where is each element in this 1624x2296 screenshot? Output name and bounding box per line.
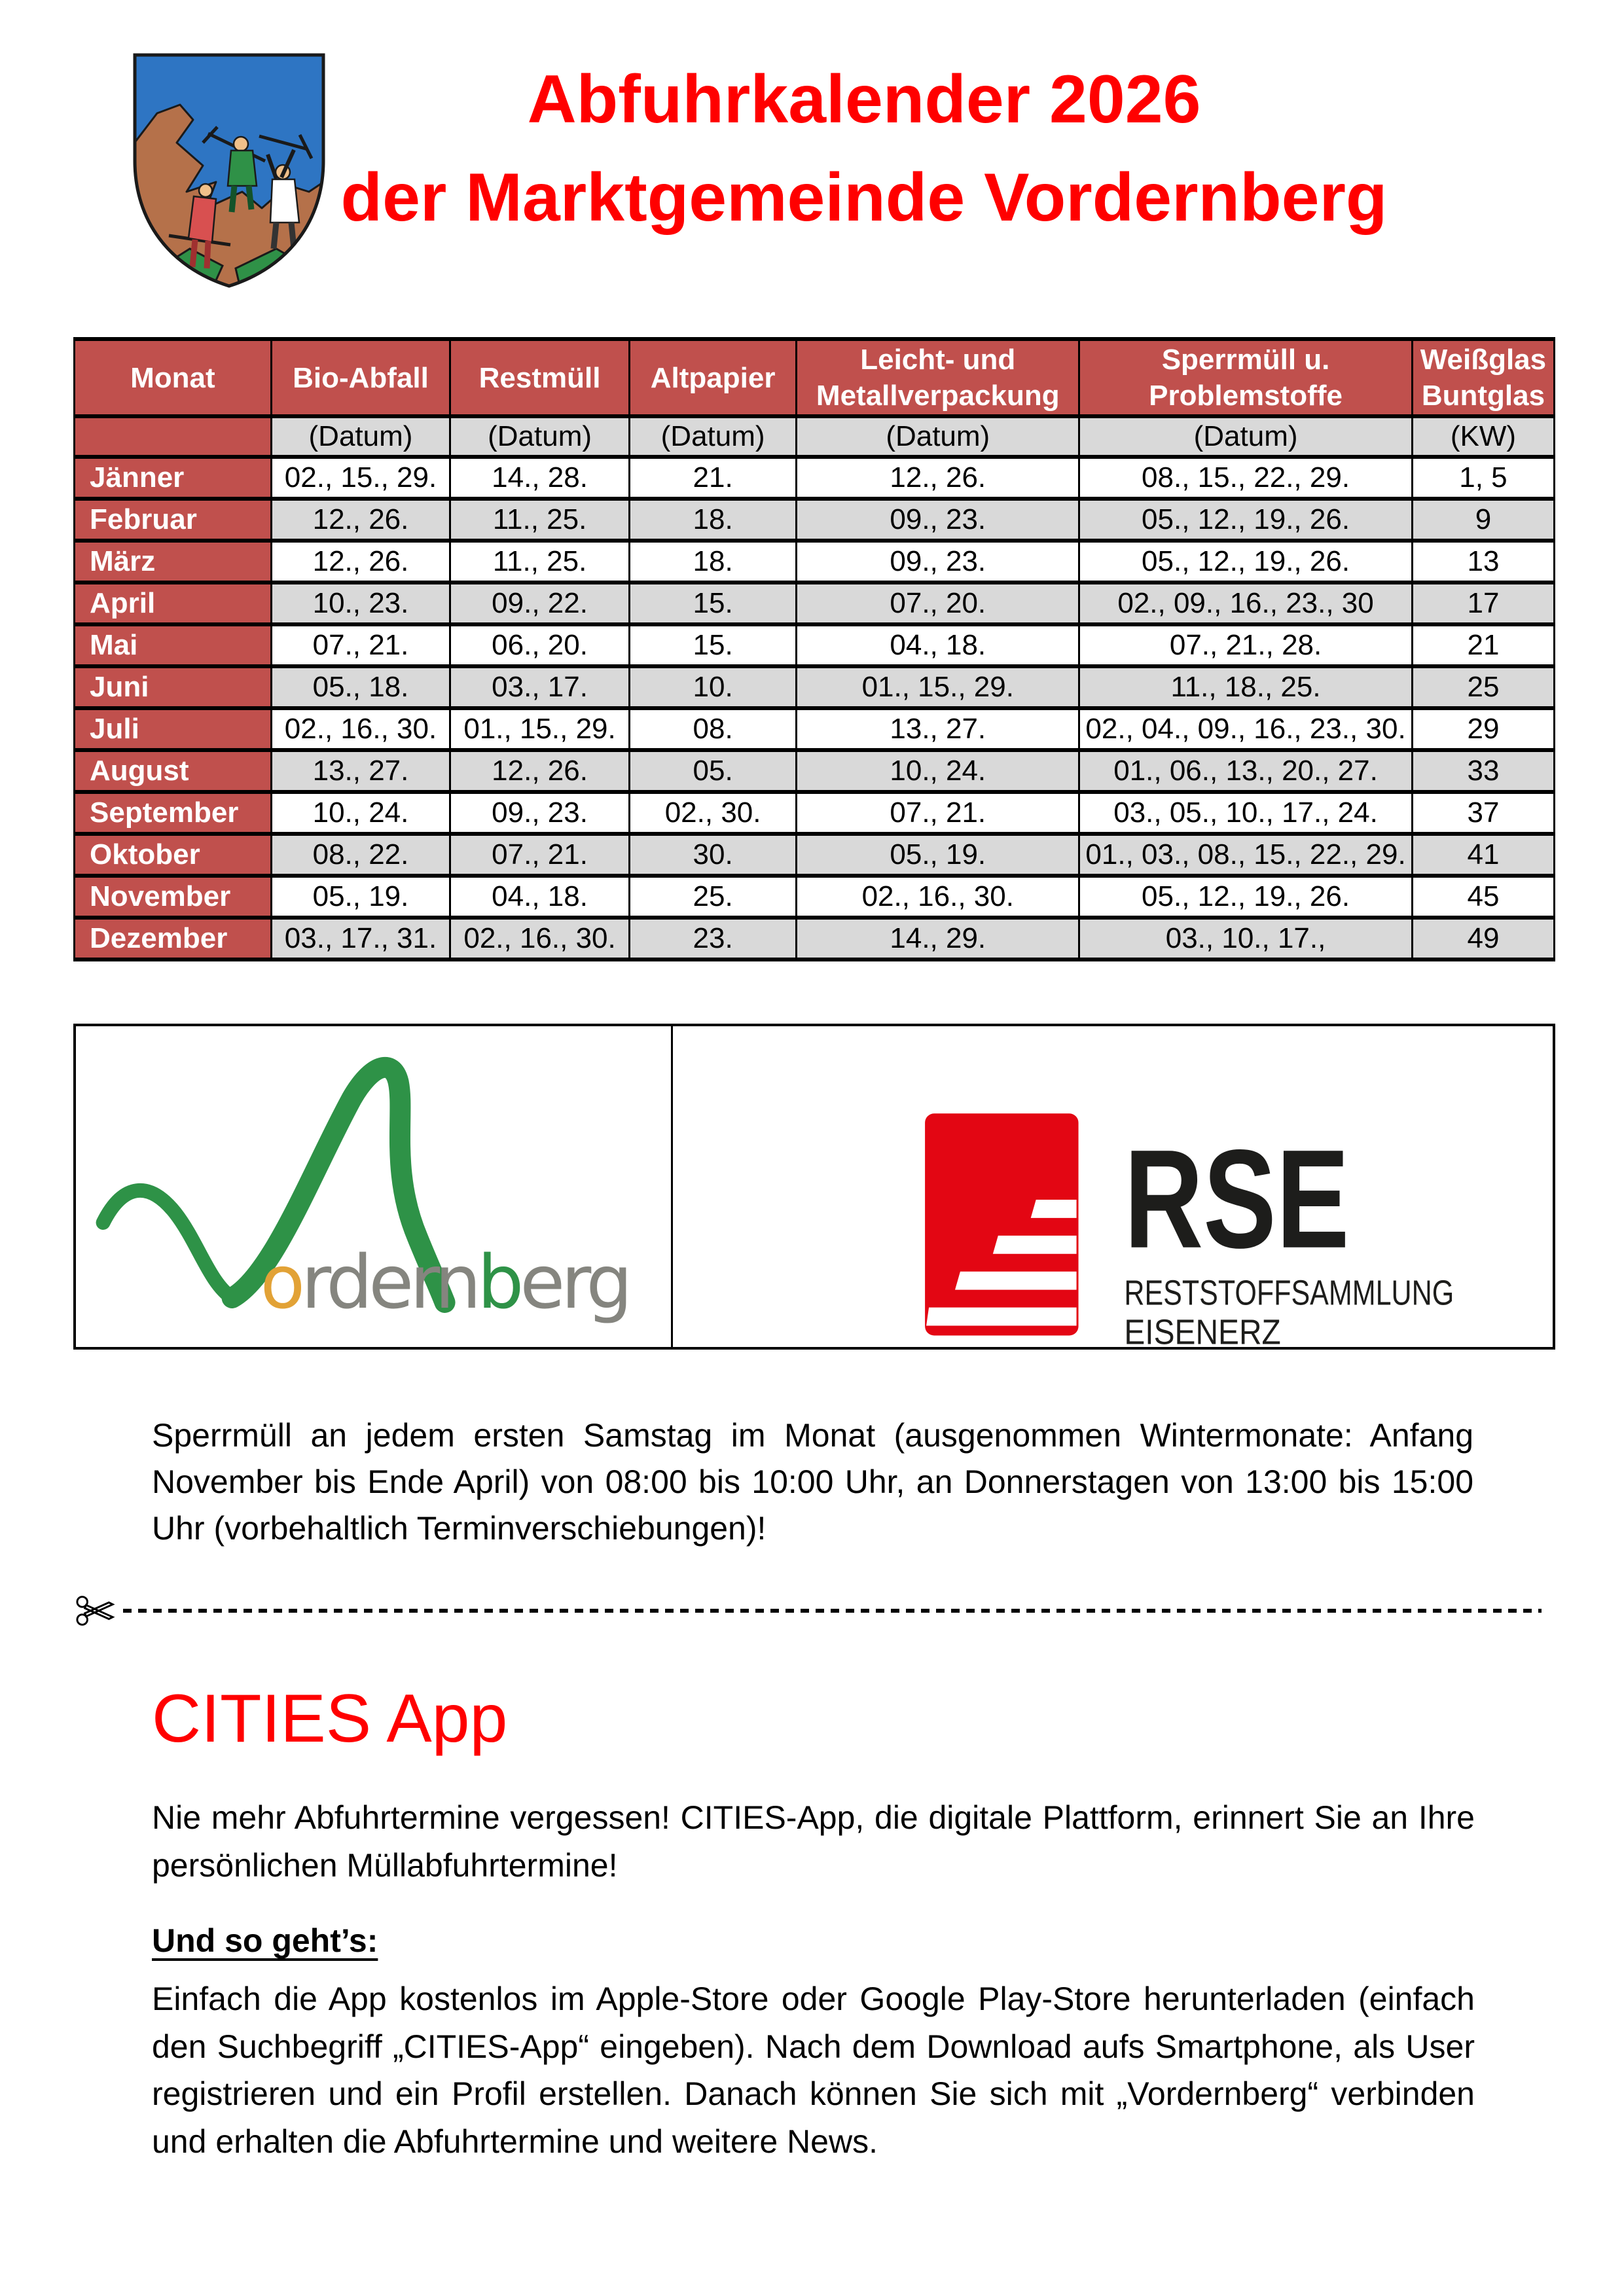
month-cell: Oktober xyxy=(75,834,272,876)
date-cell: 25. xyxy=(629,876,796,918)
table-row xyxy=(75,792,1555,834)
date-cell: 03., 17., 31. xyxy=(271,918,450,960)
table-row xyxy=(75,457,1555,499)
table-row xyxy=(75,541,1555,583)
cities-app-intro: Nie mehr Abfuhrtermine vergessen! CITIES-App, die digitale Plattform, erinnert Sie an Ihre persönlichen Müllabfuhrtermine! xyxy=(152,1799,1475,1884)
rse-abbr: RSE xyxy=(1124,1120,1350,1278)
date-cell: 30. xyxy=(629,834,796,876)
date-cell: 10. xyxy=(629,666,796,708)
table-row xyxy=(75,708,1555,750)
date-cell: 03., 10., 17., xyxy=(1079,918,1413,960)
date-cell: 05., 18. xyxy=(271,666,450,708)
date-cell: 14., 29. xyxy=(797,918,1079,960)
date-cell: 07., 21. xyxy=(797,792,1079,834)
date-cell: 07., 21. xyxy=(271,624,450,666)
month-cell: Juli xyxy=(75,708,272,750)
logo-box xyxy=(73,1024,1555,1350)
date-cell: 05., 12., 19., 26. xyxy=(1079,876,1413,918)
svg-text:ordernberg: ordernberg xyxy=(260,1240,629,1325)
date-cell: 04., 18. xyxy=(797,624,1079,666)
subheader-datum: (Datum) xyxy=(450,416,630,457)
date-cell: 15. xyxy=(629,583,796,624)
date-cell: 08. xyxy=(629,708,796,750)
month-cell: September xyxy=(75,792,272,834)
col-header-weissglas: Weißglas Buntglas xyxy=(1412,339,1554,416)
date-cell: 09., 23. xyxy=(797,499,1079,541)
date-cell: 12., 26. xyxy=(797,457,1079,499)
date-cell: 07., 20. xyxy=(797,583,1079,624)
table-row xyxy=(75,918,1555,960)
date-cell: 21 xyxy=(1412,624,1554,666)
rse-line2: EISENERZ xyxy=(1124,1312,1281,1347)
cut-line xyxy=(76,1591,1542,1630)
vordernberg-logo-icon xyxy=(76,1026,671,1347)
table-row xyxy=(75,624,1555,666)
date-cell: 09., 23. xyxy=(797,541,1079,583)
date-cell: 9 xyxy=(1412,499,1554,541)
date-cell: 03., 17. xyxy=(450,666,630,708)
date-cell: 1, 5 xyxy=(1412,457,1554,499)
table-row xyxy=(75,583,1555,624)
page-subtitle: der Marktgemeinde Vordernberg xyxy=(340,160,1388,236)
col-header-restmuell: Restmüll xyxy=(450,339,630,416)
scissors-icon xyxy=(76,1594,117,1628)
subheader-month-cell xyxy=(75,416,272,457)
col-header-bioabfall: Bio-Abfall xyxy=(271,339,450,416)
date-cell: 23. xyxy=(629,918,796,960)
date-cell: 41 xyxy=(1412,834,1554,876)
month-cell: November xyxy=(75,876,272,918)
date-cell: 06., 20. xyxy=(450,624,630,666)
date-cell: 14., 28. xyxy=(450,457,630,499)
date-cell: 10., 24. xyxy=(271,792,450,834)
table-header-row xyxy=(75,339,1555,416)
date-cell: 15. xyxy=(629,624,796,666)
date-cell: 03., 05., 10., 17., 24. xyxy=(1079,792,1413,834)
col-header-sperrmuell: Sperrmüll u. Problemstoffe xyxy=(1079,339,1413,416)
date-cell: 29 xyxy=(1412,708,1554,750)
date-cell: 05. xyxy=(629,750,796,792)
month-cell: Dezember xyxy=(75,918,272,960)
date-cell: 02., 09., 16., 23., 30 xyxy=(1079,583,1413,624)
date-cell: 18. xyxy=(629,541,796,583)
table-row xyxy=(75,876,1555,918)
date-cell: 13., 27. xyxy=(797,708,1079,750)
date-cell: 21. xyxy=(629,457,796,499)
month-cell: Mai xyxy=(75,624,272,666)
date-cell: 17 xyxy=(1412,583,1554,624)
logo-letter-b: b xyxy=(477,1240,520,1325)
date-cell: 11., 25. xyxy=(450,499,630,541)
table-row xyxy=(75,834,1555,876)
table-row xyxy=(75,750,1555,792)
subheader-datum: (Datum) xyxy=(271,416,450,457)
date-cell: 04., 18. xyxy=(450,876,630,918)
date-cell: 07., 21. xyxy=(450,834,630,876)
cities-app-heading: CITIES App xyxy=(152,1681,508,1757)
vordernberg-coat-of-arms-icon xyxy=(131,51,327,290)
date-cell: 13 xyxy=(1412,541,1554,583)
subheader-datum: (Datum) xyxy=(1079,416,1413,457)
date-cell: 37 xyxy=(1412,792,1554,834)
rse-logo-icon xyxy=(673,1026,1553,1347)
date-cell: 09., 22. xyxy=(450,583,630,624)
dashed-cut-rule xyxy=(123,1609,1542,1613)
date-cell: 11., 18., 25. xyxy=(1079,666,1413,708)
logo-letter-o: o xyxy=(260,1240,302,1325)
date-cell: 45 xyxy=(1412,876,1554,918)
date-cell: 05., 19. xyxy=(797,834,1079,876)
date-cell: 02., 16., 30. xyxy=(797,876,1079,918)
cities-app-section xyxy=(152,1681,1475,2165)
date-cell: 10., 24. xyxy=(797,750,1079,792)
howto-heading: Und so geht’s: xyxy=(152,1922,378,1960)
date-cell: 09., 23. xyxy=(450,792,630,834)
subheader-datum: (Datum) xyxy=(629,416,796,457)
date-cell: 02., 16., 30. xyxy=(271,708,450,750)
date-cell: 25 xyxy=(1412,666,1554,708)
subheader-kw: (KW) xyxy=(1412,416,1554,457)
col-header-monat: Monat xyxy=(75,339,272,416)
date-cell: 01., 03., 08., 15., 22., 29. xyxy=(1079,834,1413,876)
date-cell: 02., 04., 09., 16., 23., 30. xyxy=(1079,708,1413,750)
month-cell: Jänner xyxy=(75,457,272,499)
date-cell: 12., 26. xyxy=(450,750,630,792)
subheader-datum: (Datum) xyxy=(797,416,1079,457)
date-cell: 12., 26. xyxy=(271,499,450,541)
date-cell: 08., 15., 22., 29. xyxy=(1079,457,1413,499)
howto-text: Einfach die App kostenlos im Apple-Store oder Google Play-Store herunterladen (einfach den Suchbegriff „CITIES-App“ eingeben). Nach dem Download aufs Smartphone, als User registrieren und ein Profil erstellen. Danach können Sie sich mit „Vordernberg“ verbinden und erhalten die Abfuhrtermine und weitere News. xyxy=(152,1981,1475,2160)
date-cell: 01., 15., 29. xyxy=(450,708,630,750)
date-cell: 05., 19. xyxy=(271,876,450,918)
date-cell: 13., 27. xyxy=(271,750,450,792)
date-cell: 02., 15., 29. xyxy=(271,457,450,499)
date-cell: 11., 25. xyxy=(450,541,630,583)
collection-schedule-table xyxy=(73,337,1555,961)
masthead xyxy=(0,0,1624,337)
date-cell: 05., 12., 19., 26. xyxy=(1079,499,1413,541)
table-row xyxy=(75,666,1555,708)
date-cell: 07., 21., 28. xyxy=(1079,624,1413,666)
month-cell: August xyxy=(75,750,272,792)
table-subheader-row xyxy=(75,416,1555,457)
title-block xyxy=(308,62,1420,262)
date-cell: 18. xyxy=(629,499,796,541)
date-cell: 02., 16., 30. xyxy=(450,918,630,960)
bulky-waste-note: Sperrmüll an jedem ersten Samstag im Monat (ausgenommen Wintermonate: Anfang November bis Ende April) von 08:00 bis 10:00 Uhr, an Donnerstagen von 13:00 bis 15:00 Uhr (vorbehaltlich Terminverschiebungen)! xyxy=(152,1417,1473,1547)
vordernberg-logo xyxy=(76,1026,673,1347)
date-cell: 49 xyxy=(1412,918,1554,960)
date-cell: 12., 26. xyxy=(271,541,450,583)
col-header-leichtverpackung: Leicht- und Metallverpackung xyxy=(797,339,1079,416)
date-cell: 10., 23. xyxy=(271,583,450,624)
date-cell: 01., 06., 13., 20., 27. xyxy=(1079,750,1413,792)
month-cell: Juni xyxy=(75,666,272,708)
month-cell: März xyxy=(75,541,272,583)
month-cell: April xyxy=(75,583,272,624)
date-cell: 33 xyxy=(1412,750,1554,792)
month-cell: Februar xyxy=(75,499,272,541)
date-cell: 01., 15., 29. xyxy=(797,666,1079,708)
date-cell: 05., 12., 19., 26. xyxy=(1079,541,1413,583)
date-cell: 08., 22. xyxy=(271,834,450,876)
col-header-altpapier: Altpapier xyxy=(629,339,796,416)
rse-line1: RESTSTOFFSAMMLUNG xyxy=(1124,1273,1454,1313)
rse-logo xyxy=(673,1026,1553,1347)
date-cell: 02., 30. xyxy=(629,792,796,834)
page-title: Abfuhrkalender 2026 xyxy=(527,62,1201,137)
table-row xyxy=(75,499,1555,541)
